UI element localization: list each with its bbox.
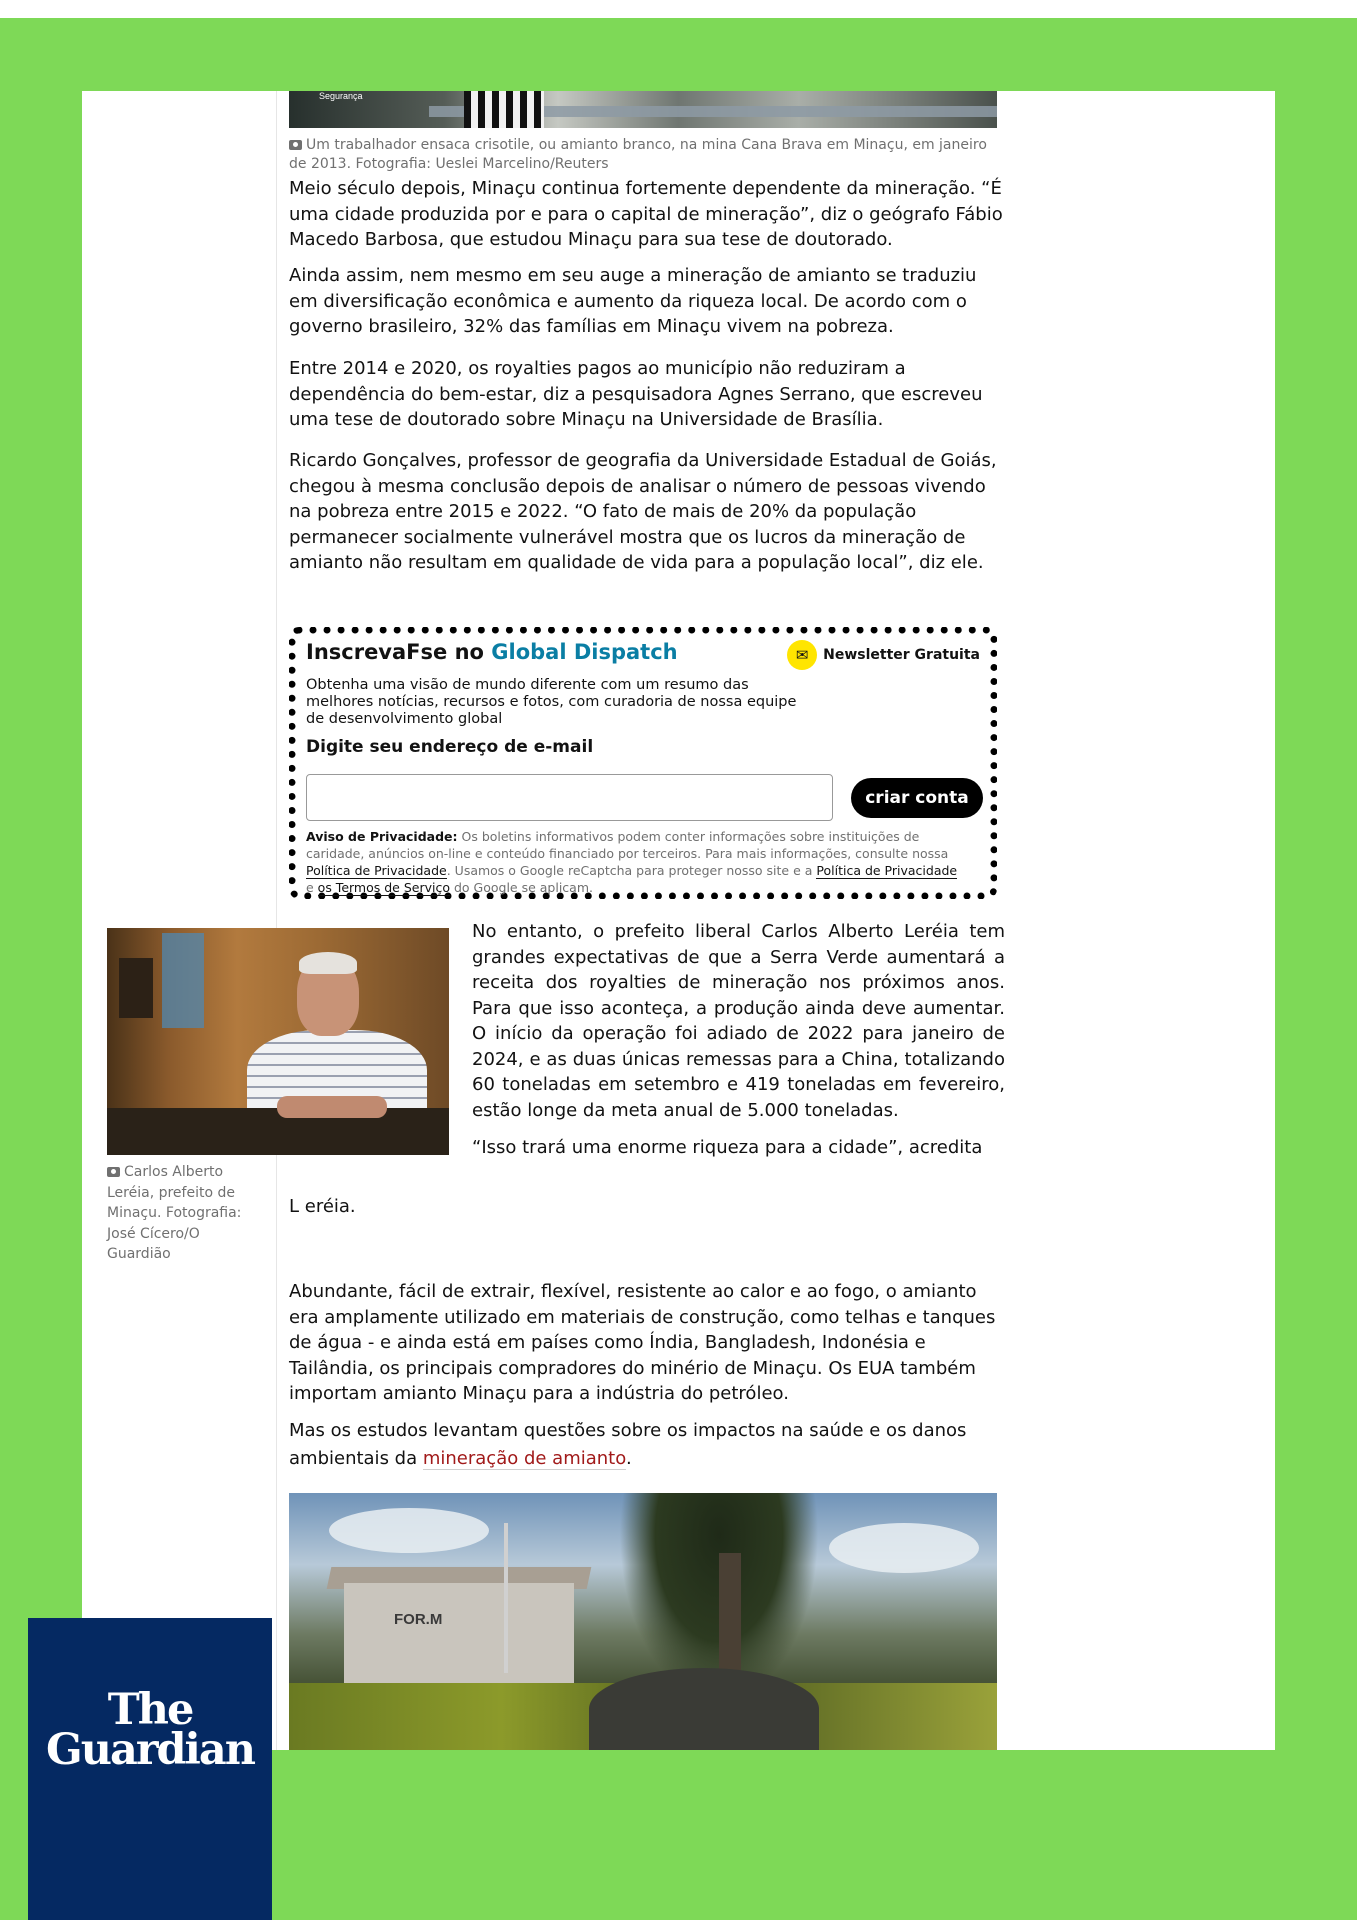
paragraph-5: No entanto, o prefeito liberal Carlos Alberto Leréia tem grandes expectativas de que a Serra Verde aumentará a receita dos royalties de mineração nos próximos anos. Para que isso aconteça, a produção ainda deve aumentar. O início da operação foi adiado de 2022 para janeiro de 2024, e as duas únicas remessas para a China, totalizando 60 toneladas em setembro e 419 toneladas em fevereiro, estão longe da meta anual de 5.000 toneladas. bbox=[472, 921, 1005, 1121]
mayor-photo-caption-text: Carlos Alberto Leréia, prefeito de Minaçu. Fotografia: José Cícero/O Guardião bbox=[107, 1164, 242, 1262]
photo-desk bbox=[107, 1108, 449, 1155]
mayor-photo bbox=[107, 928, 449, 1155]
article-page bbox=[82, 91, 1275, 1750]
paragraph-9 bbox=[289, 1417, 1007, 1473]
paragraph-2: Ainda assim, nem mesmo em seu auge a mineração de amianto se traduziu em diversificação econômica e aumento da riqueza local. De acordo com o governo brasileiro, 32% das famílias em Minaçu vivem na pobreza. bbox=[289, 265, 977, 337]
privacy-notice bbox=[306, 828, 966, 896]
asbestos-mining-link[interactable]: mineração de amianto bbox=[422, 1448, 626, 1469]
photo-building bbox=[344, 1583, 574, 1683]
newsletter-badge-text: Newsletter Gratuita bbox=[823, 647, 980, 663]
photo-hands bbox=[277, 1096, 387, 1118]
paragraph-1: Meio século depois, Minaçu continua fortemente dependente da mineração. “É uma cidade produzida por e para o capital de mineração”, diz o geógrafo Fábio Macedo Barbosa, que estudou Minaçu para sua tese de doutorado. bbox=[289, 178, 1003, 250]
newsletter-title bbox=[306, 640, 678, 664]
paragraph-7: L eréia. bbox=[289, 1196, 356, 1217]
photo-board bbox=[119, 958, 153, 1018]
photo-cloud bbox=[329, 1508, 489, 1553]
camera-icon bbox=[107, 1167, 120, 1177]
envelope-icon: ✉ bbox=[787, 640, 817, 670]
paragraph-9-text: Mas os estudos levantam questões sobre os impactos na saúde e os danos ambientais da bbox=[289, 1420, 967, 1469]
top-photo-caption bbox=[289, 136, 999, 174]
newsletter-brand: Global Dispatch bbox=[491, 640, 678, 664]
newsletter-badge bbox=[787, 640, 980, 670]
privacy-text-3: e bbox=[306, 880, 318, 895]
photo-pole bbox=[504, 1523, 508, 1673]
privacy-text-2: . Usamos o Google reCaptcha para proteger nosso site e a bbox=[446, 863, 817, 878]
photo-striped-sack bbox=[464, 91, 544, 128]
newsletter-title-prefix: InscrevaFse no bbox=[306, 640, 492, 664]
top-photo-caption-text: Um trabalhador ensaca crisotile, ou amianto branco, na mina Cana Brava em Minaçu, em janeiro de 2013. Fotografia: Ueslei Marcelino/Reuters bbox=[289, 137, 987, 172]
asbestos-worker-photo bbox=[289, 91, 997, 128]
paragraph-9-end: . bbox=[625, 1448, 632, 1469]
mayor-photo-caption bbox=[107, 1162, 257, 1265]
town-hall-photo bbox=[289, 1493, 997, 1750]
photo-building-text: FOR.M bbox=[394, 1611, 443, 1628]
camera-icon bbox=[289, 140, 302, 150]
privacy-text-4: do Google se aplicam. bbox=[450, 880, 593, 895]
create-account-button[interactable]: criar conta bbox=[851, 778, 983, 818]
photo-sign-text: Segurança bbox=[319, 91, 363, 101]
newsletter-description: Obtenha uma visão de mundo diferente com um resumo das melhores notícias, recursos e fotos, com curadoria de nossa equipe de desenvolvimento global bbox=[306, 677, 797, 727]
photo-rocks bbox=[589, 1668, 819, 1750]
email-input[interactable] bbox=[306, 774, 833, 821]
newsletter-signup-box bbox=[289, 627, 997, 899]
email-label: Digite seu endereço de e-mail bbox=[306, 737, 594, 757]
paragraph-4: Ricardo Gonçalves, professor de geografia da Universidade Estadual de Goiás, chegou à mesma conclusão depois de analisar o número de pessoas vivendo na pobreza entre 2015 e 2022. “O fato de mais de 20% da população permanecer socialmente vulnerável mostra que os lucros da mineração de amianto não resultam em qualidade de vida para a população local”, diz ele. bbox=[289, 450, 997, 573]
paragraph-3: Entre 2014 e 2020, os royalties pagos ao município não reduziram a dependência do bem-estar, diz a pesquisadora Agnes Serrano, que escreveu uma tese de doutorado sobre Minaçu na Universidade de Brasília. bbox=[289, 358, 983, 430]
guardian-logo-block bbox=[28, 1618, 272, 1920]
privacy-text-1: Os boletins informativos podem conter informações sobre instituições de caridade, anúncios on-line e conteúdo financiado por terceiros. Para mais informações, consulte nossa bbox=[306, 829, 949, 861]
guardian-logo-line-2: Guardian bbox=[45, 1725, 255, 1775]
photo-cloud bbox=[829, 1523, 979, 1573]
photo-window bbox=[162, 933, 204, 1028]
guardian-logo bbox=[28, 1685, 272, 1775]
paragraph-8: Abundante, fácil de extrair, flexível, resistente ao calor e ao fogo, o amianto era amplamente utilizado em materiais de construção, como telhas e tanques de água - e ainda está em países como Índia, Bangladesh, Indonésia e Tailândia, os principais compradores do minério de Minaçu. Os EUA também importam amianto Minaçu para a indústria do petróleo. bbox=[289, 1281, 996, 1404]
google-privacy-link[interactable]: Política de Privacidade bbox=[816, 863, 958, 878]
privacy-policy-link[interactable]: Política de Privacidade bbox=[306, 863, 447, 878]
photo-hair bbox=[299, 952, 357, 974]
column-divider bbox=[276, 91, 277, 1750]
guardian-logo-line-1: The bbox=[107, 1685, 193, 1735]
paragraph-6: “Isso trará uma enorme riqueza para a cidade”, acredita bbox=[472, 1137, 983, 1158]
privacy-label: Aviso de Privacidade: bbox=[306, 829, 458, 844]
google-terms-link[interactable]: os Termos de Serviço bbox=[317, 880, 450, 895]
